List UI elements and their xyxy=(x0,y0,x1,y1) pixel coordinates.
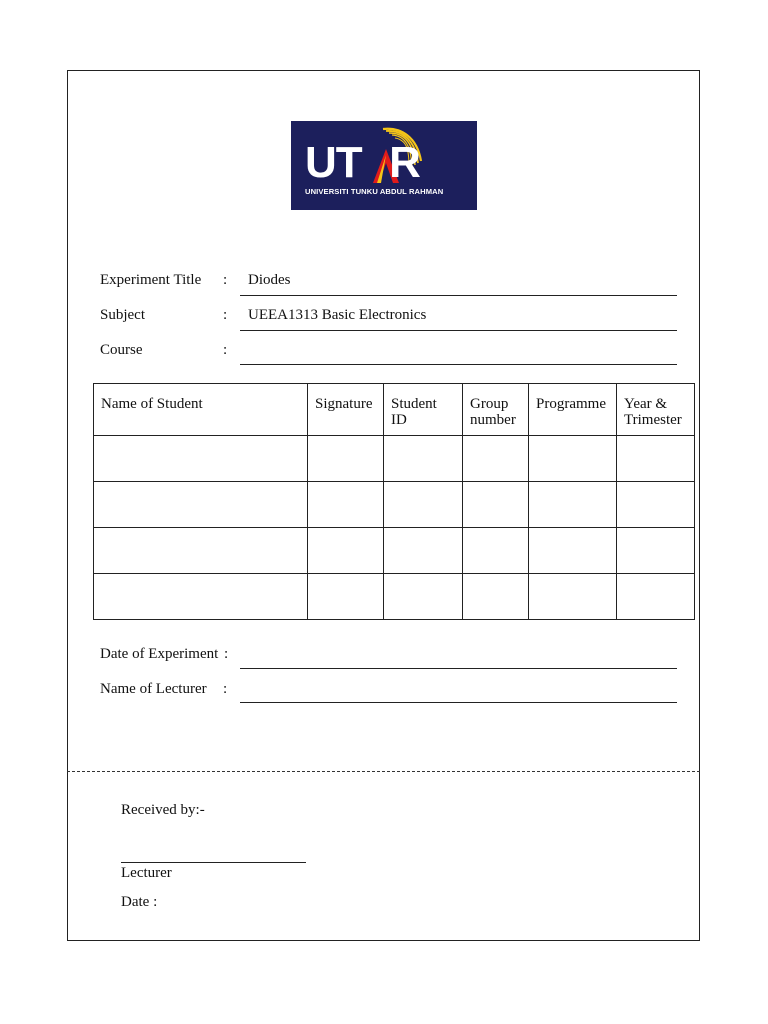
table-row xyxy=(94,436,695,482)
cell-programme[interactable] xyxy=(529,528,617,574)
header-name-of-student: Name of Student xyxy=(94,384,308,436)
tear-off-divider xyxy=(67,771,700,772)
lecturer-signature-line xyxy=(121,862,306,863)
logo-wordmark-left: UT xyxy=(305,138,359,187)
subject-value[interactable]: UEEA1313 Basic Electronics xyxy=(248,307,427,323)
table-row xyxy=(94,574,695,620)
cell-group[interactable] xyxy=(463,436,529,482)
cell-signature[interactable] xyxy=(308,528,384,574)
header-student-id xyxy=(384,384,463,436)
cell-group[interactable] xyxy=(463,528,529,574)
table-header-row xyxy=(94,384,695,436)
header-programme: Programme xyxy=(529,384,617,436)
cell-programme[interactable] xyxy=(529,482,617,528)
utar-logo xyxy=(291,121,477,210)
course-colon: : xyxy=(223,342,228,358)
header-year-line1: Year & xyxy=(624,396,668,412)
header-year-line2: Trimester xyxy=(624,412,682,428)
table-row xyxy=(94,528,695,574)
table-row xyxy=(94,482,695,528)
cell-programme[interactable] xyxy=(529,574,617,620)
cell-signature[interactable] xyxy=(308,482,384,528)
header-group-line1: Group xyxy=(470,396,509,412)
cell-name[interactable] xyxy=(94,528,308,574)
experiment-title-line xyxy=(240,295,677,296)
cell-signature[interactable] xyxy=(308,574,384,620)
cell-name[interactable] xyxy=(94,436,308,482)
cell-year[interactable] xyxy=(617,436,695,482)
date-of-experiment-line xyxy=(240,668,677,669)
date-of-experiment-label: Date of Experiment xyxy=(100,646,219,662)
received-by-label: Received by:- xyxy=(121,802,205,818)
cell-group[interactable] xyxy=(463,482,529,528)
cell-group[interactable] xyxy=(463,574,529,620)
name-of-lecturer-colon: : xyxy=(223,681,228,697)
subject-line xyxy=(240,330,677,331)
cell-programme[interactable] xyxy=(529,436,617,482)
course-label: Course xyxy=(100,342,143,358)
logo-wordmark xyxy=(305,138,420,187)
experiment-title-value[interactable]: Diodes xyxy=(248,272,291,288)
cell-student-id[interactable] xyxy=(384,436,463,482)
cell-signature[interactable] xyxy=(308,436,384,482)
course-line xyxy=(240,364,677,365)
header-signature: Signature xyxy=(308,384,384,436)
name-of-lecturer-line xyxy=(240,702,677,703)
student-table xyxy=(93,383,695,620)
date-of-experiment-colon: : xyxy=(224,646,229,662)
header-student-id-line2: ID xyxy=(391,412,407,428)
experiment-title-label: Experiment Title xyxy=(100,272,202,288)
cell-student-id[interactable] xyxy=(384,528,463,574)
lecturer-label: Lecturer xyxy=(121,865,172,881)
name-of-lecturer-label: Name of Lecturer xyxy=(100,681,207,697)
cell-year[interactable] xyxy=(617,528,695,574)
logo-wordmark-right: R xyxy=(389,138,420,187)
subject-colon: : xyxy=(223,307,228,323)
header-group-line2: number xyxy=(470,412,516,428)
cell-year[interactable] xyxy=(617,574,695,620)
logo-full-name: UNIVERSITI TUNKU ABDUL RAHMAN xyxy=(305,187,444,196)
cell-name[interactable] xyxy=(94,482,308,528)
cell-student-id[interactable] xyxy=(384,574,463,620)
header-student-id-line1: Student xyxy=(391,396,437,412)
experiment-title-colon: : xyxy=(223,272,228,288)
cell-student-id[interactable] xyxy=(384,482,463,528)
receipt-date-label: Date : xyxy=(121,894,158,910)
cell-name[interactable] xyxy=(94,574,308,620)
subject-label: Subject xyxy=(100,307,145,323)
cell-year[interactable] xyxy=(617,482,695,528)
header-year-trimester xyxy=(617,384,695,436)
header-group-number xyxy=(463,384,529,436)
